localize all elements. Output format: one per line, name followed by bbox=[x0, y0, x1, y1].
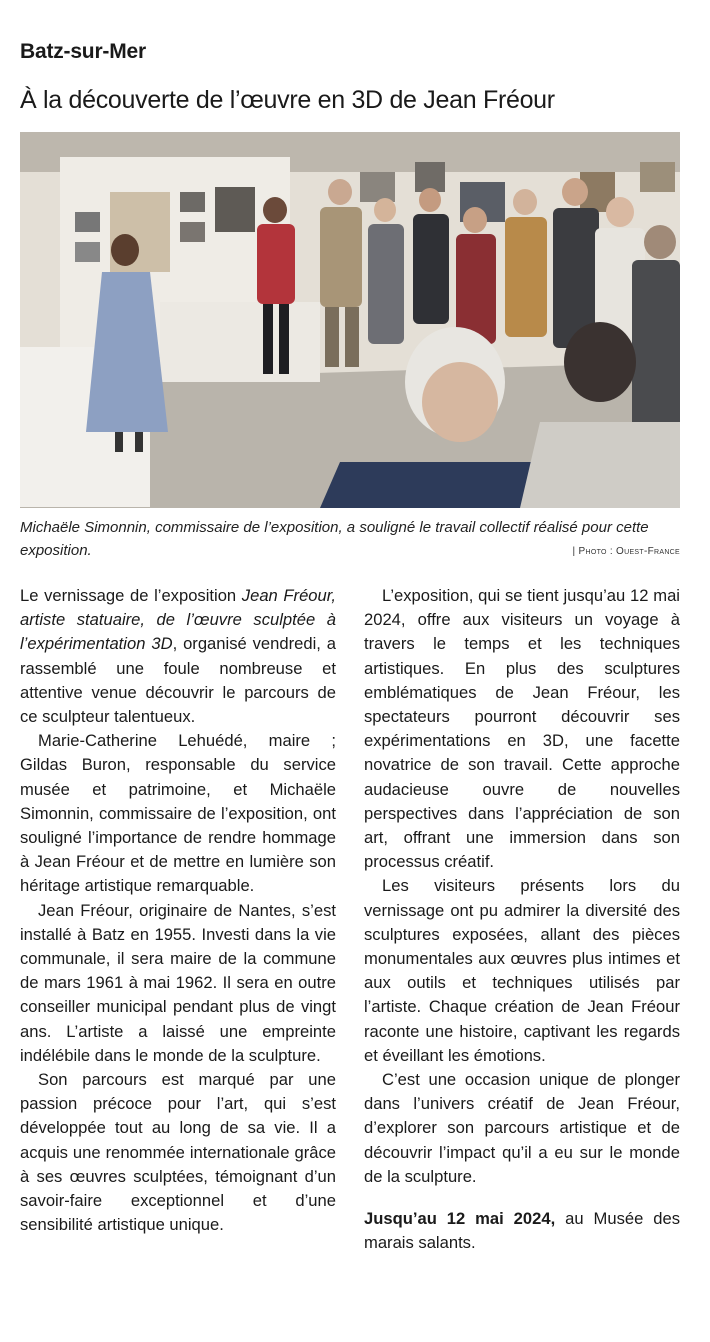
intro-rest-text: , organisé vendredi, a rassemblé une foule nombreuse et attentive venue découvrir le parcours de ce sculpteur talentueux. bbox=[20, 634, 337, 727]
article-headline: À la découverte de l’œuvre en 3D de Jean Fréour bbox=[20, 86, 555, 114]
paragraph: Jean Fréour, originaire de Nantes, s’est installé à Batz en 1955. Investi dans la vie communale, il sera maire de la commune de mars 1961 à mai 1962. Il sera en outre conseiller municipal pendant plus de vingt ans. L’artiste a laissé une empreinte indélébile dans le monde de la sculpture. bbox=[20, 900, 336, 1065]
photo-caption: Michaële Simonnin, commissaire de l’exposition, a souligné le travail collectif réalisé pour cette exposition. bbox=[20, 519, 649, 559]
article-photo bbox=[20, 132, 680, 508]
photo-credit: | Photo : Ouest-France bbox=[572, 546, 680, 557]
paragraph: C’est une occasion unique de plonger dans l’univers créatif de Jean Fréour, d’explorer son parcours artistique et de découvrir l’impact qu’il a eu sur le monde de la sculpture. bbox=[364, 1070, 680, 1186]
article-kicker: Batz-sur-Mer bbox=[20, 40, 146, 63]
practical-info-venue: au Musée des marais salants. bbox=[364, 1209, 680, 1253]
article-body-left-column bbox=[20, 584, 336, 1237]
article-body-right-column bbox=[364, 584, 680, 1255]
practical-info bbox=[364, 1207, 680, 1255]
practical-info-dates: Jusqu’au 12 mai 2024, bbox=[364, 1209, 556, 1229]
exhibition-title: Jean Fréour, artiste statuaire, de l’œuvre sculptée à l’expérimentation 3D bbox=[20, 586, 336, 654]
paragraph: Les visiteurs présents lors du vernissage ont pu admirer la diversité des sculptures exposées, allant des pièces monumentales aux œuvres plus intimes et aux outils et techniques utilisés par l’artiste. Chaque création de Jean Fréour raconte une histoire, captivant les regards et éveillant les émotions. bbox=[364, 876, 680, 1065]
paragraph: L’exposition, qui se tient jusqu’au 12 mai 2024, offre aux visiteurs un voyage à travers le temps et les techniques artistiques. En plus des sculptures emblématiques de Jean Fréour, les spectateurs pourront découvrir ses expérimentations en 3D, une facette novatrice de son travail. Cette approche audacieuse ouvre de nouvelles perspectives dans l’appréciation de son art, offrant une immersion dans son processus créatif. bbox=[364, 586, 680, 872]
intro-lead-text: Le vernissage de l’exposition bbox=[20, 586, 242, 605]
paragraph: Son parcours est marqué par une passion précoce pour l’art, qui s’est développée tout au long de sa vie. Il a acquis une renommée internationale grâce à ses œuvres sculptées, témoignant d’un savoir-faire exceptionnel et d’une sensibilité artistique unique. bbox=[20, 1070, 336, 1235]
paragraph: Marie-Catherine Lehuédé, maire ; Gildas Buron, responsable du service musée et patrimoine, et Michaële Simonnin, commissaire de l’exposition, ont souligné l’importance de rendre hommage à Jean Fréour et de mettre en lumière son héritage artistique remarquable. bbox=[20, 731, 336, 896]
paragraph-intro bbox=[20, 584, 336, 729]
